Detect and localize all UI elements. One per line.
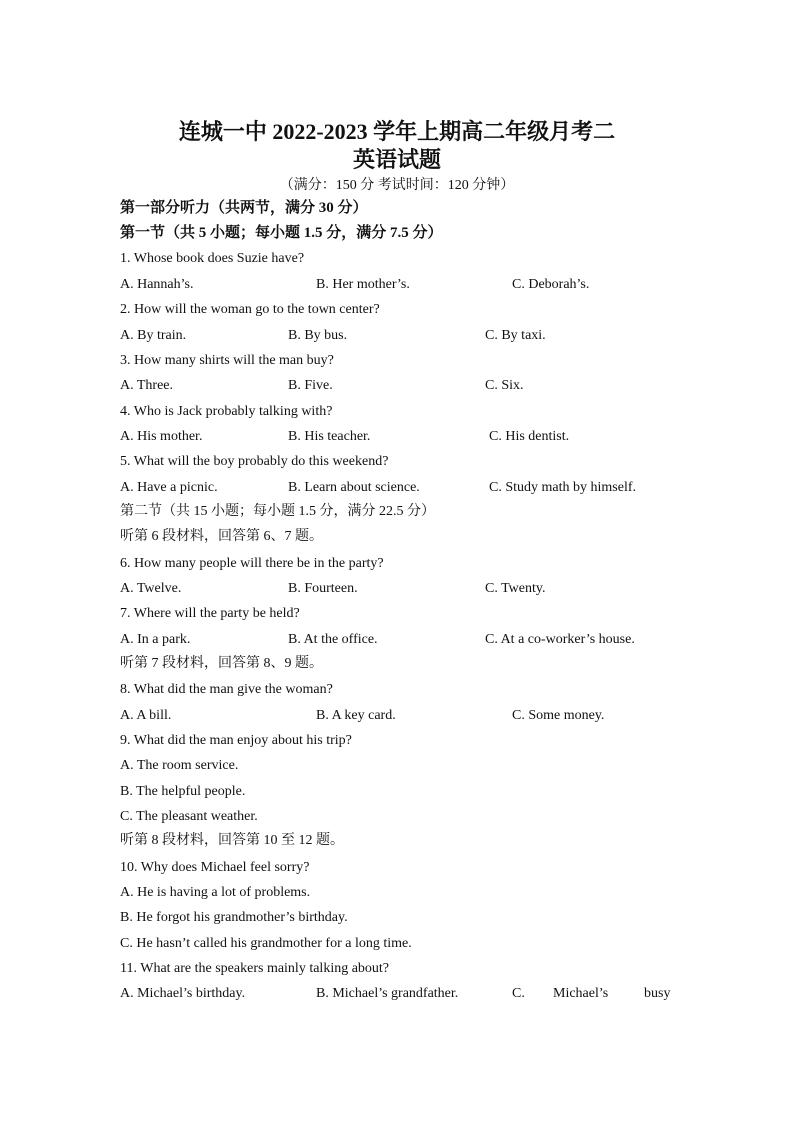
q1-option-c: C. Deborah’s.	[512, 277, 590, 292]
score-info: （满分：150 分 考试时间：120 分钟）	[279, 178, 515, 193]
question-3: 3. How many shirts will the man buy?	[120, 353, 334, 368]
q9-option-a: A. The room service.	[120, 758, 239, 773]
q10-option-b: B. He forgot his grandmother’s birthday.	[120, 910, 348, 925]
question-1: 1. Whose book does Suzie have?	[120, 251, 305, 266]
question-7: 7. Where will the party be held?	[120, 606, 300, 621]
q10-option-c: C. He hasn’t called his grandmother for a long time.	[120, 936, 412, 951]
q9-option-c: C. The pleasant weather.	[120, 809, 258, 824]
q1-option-b: B. Her mother’s.	[316, 277, 410, 292]
q4-option-a: A. His mother.	[120, 429, 203, 444]
q9-option-b: B. The helpful people.	[120, 784, 246, 799]
q2-option-b: B. By bus.	[288, 328, 348, 343]
q7-option-a: A. In a park.	[120, 632, 191, 647]
exam-title: 连城一中 2022-2023 学年上期高二年级月考二	[178, 119, 616, 144]
q3-option-c: C. Six.	[485, 378, 524, 393]
q5-option-a: A. Have a picnic.	[120, 480, 218, 495]
q4-option-b: B. His teacher.	[288, 429, 371, 444]
q6-option-b: B. Fourteen.	[288, 581, 358, 596]
q11-option-c-letter: C.	[512, 986, 525, 1001]
q2-option-a: A. By train.	[120, 328, 187, 343]
question-2: 2. How will the woman go to the town center?	[120, 302, 380, 317]
q1-option-a: A. Hannah’s.	[120, 277, 194, 292]
question-11: 11. What are the speakers mainly talking about?	[120, 961, 390, 976]
question-9: 9. What did the man enjoy about his trip?	[120, 733, 352, 748]
q4-option-c: C. His dentist.	[489, 429, 570, 444]
material-8-instruction: 听第 8 段材料，回答第 10 至 12 题。	[120, 833, 344, 848]
q3-option-b: B. Five.	[288, 378, 333, 393]
question-8: 8. What did the man give the woman?	[120, 682, 333, 697]
section2-heading: 第二节（共 15 小题；每小题 1.5 分，满分 22.5 分）	[120, 504, 435, 519]
part1-heading: 第一部分听力（共两节，满分 30 分）	[120, 200, 368, 216]
exam-subject: 英语试题	[352, 147, 441, 172]
q8-option-b: B. A key card.	[316, 708, 396, 723]
q5-option-b: B. Learn about science.	[288, 480, 420, 495]
q6-option-a: A. Twelve.	[120, 581, 182, 596]
q10-option-a: A. He is having a lot of problems.	[120, 885, 311, 900]
material-7-instruction: 听第 7 段材料，回答第 8、9 题。	[120, 656, 323, 671]
question-4: 4. Who is Jack probably talking with?	[120, 404, 333, 419]
q5-option-c: C. Study math by himself.	[489, 480, 636, 495]
q11-option-a: A. Michael’s birthday.	[120, 986, 246, 1001]
q11-option-c-word1: Michael’s	[553, 986, 609, 1001]
question-6: 6. How many people will there be in the party?	[120, 556, 384, 571]
material-6-instruction: 听第 6 段材料，回答第 6、7 题。	[120, 529, 323, 544]
question-5: 5. What will the boy probably do this weekend?	[120, 454, 389, 469]
q8-option-a: A. A bill.	[120, 708, 172, 723]
q3-option-a: A. Three.	[120, 378, 173, 393]
q7-option-c: C. At a co-worker’s house.	[485, 632, 635, 647]
q7-option-b: B. At the office.	[288, 632, 378, 647]
section1-heading: 第一节（共 5 小题；每小题 1.5 分，满分 7.5 分）	[120, 225, 443, 241]
question-10: 10. Why does Michael feel sorry?	[120, 860, 310, 875]
q2-option-c: C. By taxi.	[485, 328, 546, 343]
q11-option-c-word2: busy	[644, 986, 671, 1001]
q8-option-c: C. Some money.	[512, 708, 605, 723]
q11-option-b: B. Michael’s grandfather.	[316, 986, 459, 1001]
q6-option-c: C. Twenty.	[485, 581, 546, 596]
